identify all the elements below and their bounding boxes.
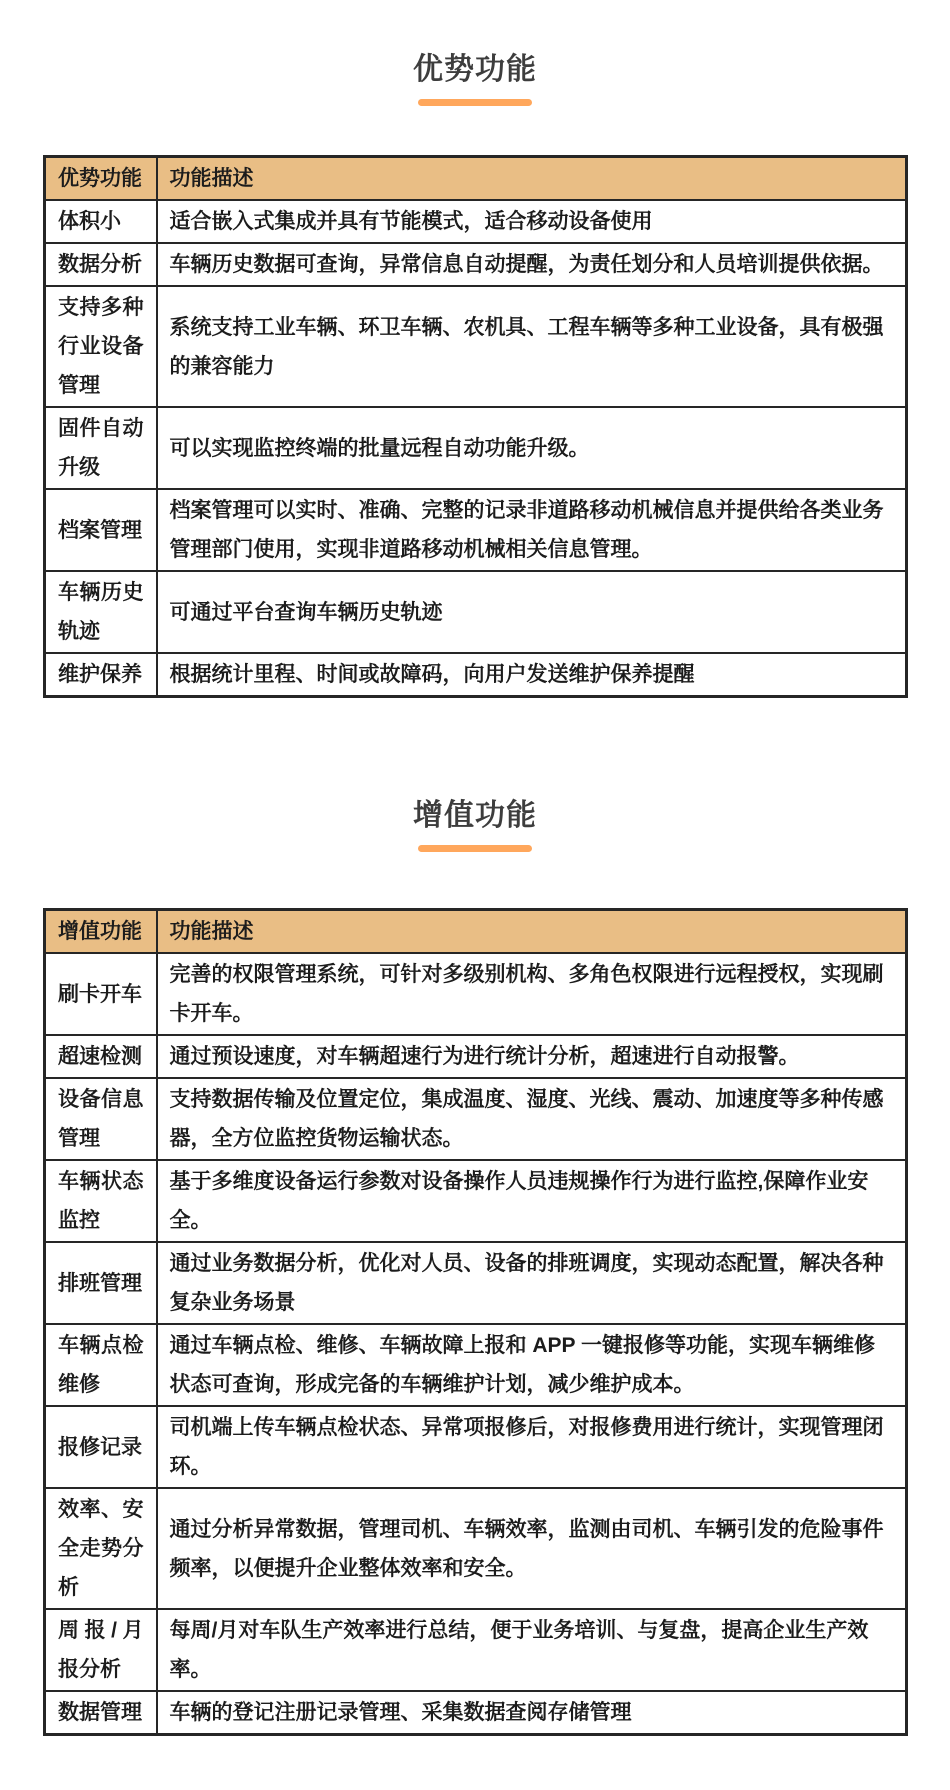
table-row [45, 1691, 907, 1735]
feature-name-cell: 固件自动升级 [45, 407, 157, 489]
feature-description-cell: 可通过平台查询车辆历史轨迹 [157, 571, 907, 653]
value-added-features-section [0, 698, 950, 1736]
feature-description-cell: 系统支持工业车辆、环卫车辆、农机具、工程车辆等多种工业设备，具有极强的兼容能力 [157, 286, 907, 407]
title-underline-bar [418, 845, 532, 852]
feature-description-cell: 车辆的登记注册记录管理、采集数据查阅存储管理 [157, 1691, 907, 1735]
feature-name-cell: 车辆历史轨迹 [45, 571, 157, 653]
table-row [45, 200, 907, 243]
table-row [45, 1324, 907, 1406]
table-row [45, 407, 907, 489]
feature-description-cell: 可以实现监控终端的批量远程自动功能升级。 [157, 407, 907, 489]
feature-description-cell: 基于多维度设备运行参数对设备操作人员违规操作行为进行监控,保障作业安全。 [157, 1160, 907, 1242]
feature-name-cell: 周报/月报分析 [45, 1609, 157, 1691]
title-underline-bar [418, 99, 532, 106]
feature-description-cell: 通过分析异常数据，管理司机、车辆效率，监测由司机、车辆引发的危险事件频率，以便提升企业整体效率和安全。 [157, 1488, 907, 1609]
feature-description-cell: 适合嵌入式集成并具有节能模式，适合移动设备使用 [157, 200, 907, 243]
table-row [45, 1035, 907, 1078]
feature-description-cell: 根据统计里程、时间或故障码，向用户发送维护保养提醒 [157, 653, 907, 697]
table-row [45, 243, 907, 286]
column-header-description: 功能描述 [157, 157, 907, 201]
value-added-features-table [43, 908, 908, 1736]
feature-description-cell: 档案管理可以实时、准确、完整的记录非道路移动机械信息并提供给各类业务管理部门使用，实现非道路移动机械相关信息管理。 [157, 489, 907, 571]
column-header-feature: 优势功能 [45, 157, 157, 201]
feature-name-cell: 设备信息管理 [45, 1078, 157, 1160]
feature-description-cell: 支持数据传输及位置定位，集成温度、湿度、光线、震动、加速度等多种传感器，全方位监控货物运输状态。 [157, 1078, 907, 1160]
feature-name-cell: 效率、安全走势分析 [45, 1488, 157, 1609]
feature-name-cell: 档案管理 [45, 489, 157, 571]
table-row [45, 1609, 907, 1691]
feature-description-cell: 司机端上传车辆点检状态、异常项报修后，对报修费用进行统计，实现管理闭环。 [157, 1406, 907, 1488]
feature-name-cell: 超速检测 [45, 1035, 157, 1078]
table-row [45, 1406, 907, 1488]
table-header-row [45, 910, 907, 954]
feature-name-cell: 报修记录 [45, 1406, 157, 1488]
table-row [45, 653, 907, 697]
table-row [45, 571, 907, 653]
page-title: 优势功能 [413, 53, 537, 86]
feature-name-cell: 排班管理 [45, 1242, 157, 1324]
feature-description-cell: 完善的权限管理系统，可针对多级别机构、多角色权限进行远程授权，实现刷卡开车。 [157, 953, 907, 1035]
feature-description-cell: 通过车辆点检、维修、车辆故障上报和 APP 一键报修等功能，实现车辆维修状态可查询，形成完备的车辆维护计划，减少维护成本。 [157, 1324, 907, 1406]
feature-name-cell: 支持多种行业设备管理 [45, 286, 157, 407]
advantage-features-section [0, 0, 950, 698]
feature-name-cell: 数据分析 [45, 243, 157, 286]
feature-description-cell: 车辆历史数据可查询，异常信息自动提醒，为责任划分和人员培训提供依据。 [157, 243, 907, 286]
column-header-feature: 增值功能 [45, 910, 157, 954]
feature-description-cell: 通过预设速度，对车辆超速行为进行统计分析，超速进行自动报警。 [157, 1035, 907, 1078]
feature-description-cell: 通过业务数据分析，优化对人员、设备的排班调度，实现动态配置，解决各种复杂业务场景 [157, 1242, 907, 1324]
table-row [45, 1078, 907, 1160]
table-row [45, 1242, 907, 1324]
feature-name-cell: 维护保养 [45, 653, 157, 697]
section-title: 增值功能 [413, 799, 537, 832]
table-row [45, 1488, 907, 1609]
advantage-features-table [43, 155, 908, 698]
table-row [45, 953, 907, 1035]
table-row [45, 286, 907, 407]
feature-name-cell: 车辆点检维修 [45, 1324, 157, 1406]
feature-name-cell: 数据管理 [45, 1691, 157, 1735]
column-header-description: 功能描述 [157, 910, 907, 954]
feature-name-cell: 车辆状态监控 [45, 1160, 157, 1242]
feature-description-cell: 每周/月对车队生产效率进行总结，便于业务培训、与复盘，提高企业生产效率。 [157, 1609, 907, 1691]
bottom-whitespace [0, 1736, 950, 1790]
table-row [45, 489, 907, 571]
feature-name-cell: 体积小 [45, 200, 157, 243]
feature-name-cell: 刷卡开车 [45, 953, 157, 1035]
table-row [45, 1160, 907, 1242]
table-header-row [45, 157, 907, 201]
